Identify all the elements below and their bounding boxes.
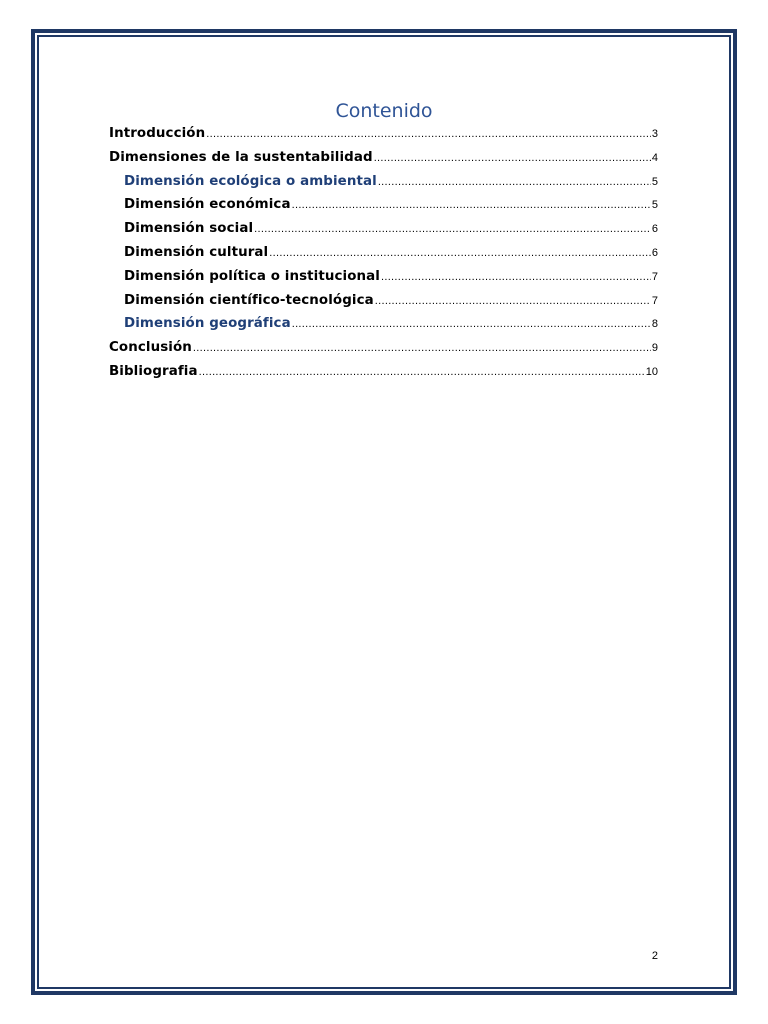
toc-dot-leader [193,337,651,361]
toc-dot-leader [206,123,651,147]
toc-entry-page: 10 [645,365,658,378]
toc-dot-leader [375,290,651,314]
toc-entry-economica[interactable] [109,193,658,217]
toc-entry-page: 8 [651,318,658,331]
toc-entry-label: Dimensión económica [124,197,291,213]
toc-dot-leader [292,194,651,218]
toc-entry-page: 6 [651,223,658,236]
toc-entry-dimensiones[interactable] [109,146,658,170]
toc-dot-leader [269,242,651,266]
toc-entry-cientifico[interactable] [109,289,658,313]
toc-entry-label: Dimensión ecológica o ambiental [124,173,377,189]
toc-entry-label: Dimensión geográfica [124,316,291,332]
toc-entry-introduccion[interactable] [109,122,658,146]
toc-entry-social[interactable] [109,217,658,241]
toc-entry-page: 4 [651,151,658,164]
toc-entry-label: Dimensiones de la sustentabilidad [109,149,373,165]
table-of-contents [109,122,658,384]
toc-entry-page: 5 [651,199,658,212]
page-number: 2 [651,950,658,962]
toc-entry-cultural[interactable] [109,241,658,265]
toc-dot-leader [292,313,651,337]
toc-entry-page: 6 [651,246,658,259]
toc-entry-bibliografia[interactable] [109,360,658,384]
toc-entry-label: Bibliografia [109,363,198,379]
toc-entry-label: Introducción [109,126,206,141]
toc-dot-leader [254,218,651,242]
toc-entry-label: Dimensión política o institucional [124,268,380,284]
toc-entry-ecologica[interactable] [109,170,658,194]
toc-dot-leader [199,361,645,385]
toc-entry-label: Dimensión social [124,221,254,237]
toc-entry-page: 5 [651,175,658,188]
toc-entry-geografica[interactable] [109,312,658,336]
toc-entry-page: 7 [651,294,658,307]
toc-dot-leader [381,266,651,290]
toc-title: Contenido [335,100,433,122]
toc-entry-page: 9 [651,342,658,355]
toc-entry-politica[interactable] [109,265,658,289]
toc-dot-leader [378,171,651,195]
toc-entry-conclusion[interactable] [109,336,658,360]
toc-dot-leader [374,147,651,171]
toc-entry-page: 7 [651,270,658,283]
toc-entry-page: 3 [651,128,658,140]
toc-entry-label: Dimensión científico-tecnológica [124,292,374,308]
toc-entry-label: Dimensión cultural [124,244,269,260]
toc-entry-label: Conclusión [109,340,192,356]
